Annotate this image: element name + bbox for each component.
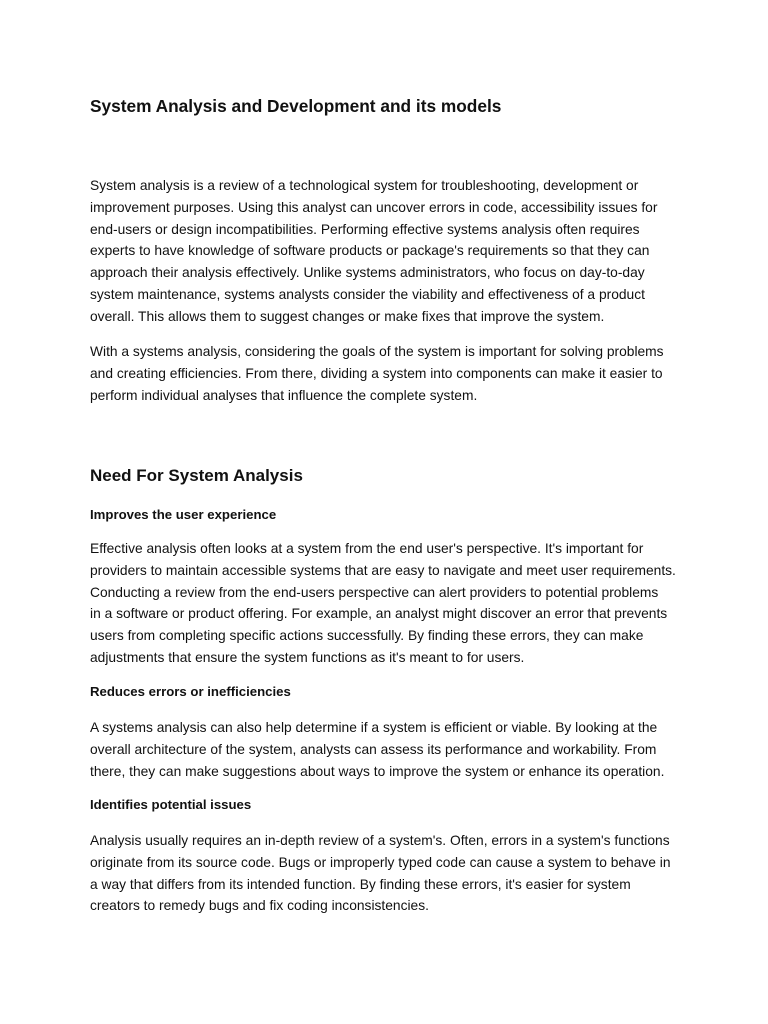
section-heading: Need For System Analysis	[90, 466, 303, 485]
paragraph-line: system maintenance, systems analysts consider the viability and effectiveness of a product	[90, 286, 645, 302]
paragraph-line: a way that differs from its intended function. By finding these errors, it's easier for system	[90, 876, 631, 892]
paragraph-line: perform individual analyses that influence the complete system.	[90, 387, 478, 403]
paragraph-line: creators to remedy bugs and fix coding inconsistencies.	[90, 898, 429, 914]
paragraph-line: providers to maintain accessible systems that are easy to navigate and meet user requirements.	[90, 562, 676, 578]
subsection-paragraph	[90, 830, 671, 917]
paragraph-line: users from completing specific actions successfully. By finding these errors, they can make	[90, 628, 644, 644]
subsection-heading: Improves the user experience	[90, 507, 277, 522]
paragraph-line: adjustments that ensure the system functions as it's meant to for users.	[90, 649, 525, 665]
paragraph-line: experts to have knowledge of software products or package's requirements so that they can	[90, 243, 650, 259]
paragraph-line: overall architecture of the system, analysts can assess its performance and workability. From	[90, 741, 657, 757]
paragraph-line: there, they can make suggestions about ways to improve the system or enhance its operation.	[90, 763, 665, 779]
subsection-paragraph	[90, 717, 664, 782]
paragraph-line: approach their analysis effectively. Unlike systems administrators, who focus on day-to-day	[90, 265, 645, 281]
document-title: System Analysis and Development and its models	[90, 96, 502, 116]
paragraph-line: Conducting a review from the end-users perspective can alert providers to potential problems	[90, 584, 659, 600]
paragraph-line: overall. This allows them to suggest changes or make fixes that improve the system.	[90, 308, 605, 324]
paragraph-line: originate from its source code. Bugs or improperly typed code can cause a system to behave in	[90, 854, 671, 870]
subsection-paragraph	[90, 538, 676, 669]
paragraph-line: improvement purposes. Using this analyst can uncover errors in code, accessibility issues for	[90, 199, 658, 215]
paragraph-line: A systems analysis can also help determine if a system is efficient or viable. By looking at the	[90, 720, 658, 735]
paragraph-line: end-users or design incompatibilities. Performing effective systems analysis often requires	[90, 221, 640, 237]
paragraph-line: System analysis is a review of a technological system for troubleshooting, development or	[90, 178, 639, 193]
paragraph-line: Analysis usually requires an in-depth review of a system's. Often, errors in a system's functions	[90, 833, 670, 848]
paragraph-line: Effective analysis often looks at a system from the end user's perspective. It's important for	[90, 541, 644, 556]
intro-paragraph	[90, 341, 664, 406]
paragraph-line: and creating efficiencies. From there, dividing a system into components can make it easier to	[90, 365, 663, 381]
intro-paragraph	[90, 175, 657, 328]
subsection-heading: Identifies potential issues	[90, 797, 252, 812]
paragraph-line: With a systems analysis, considering the goals of the system is important for solving problems	[90, 344, 664, 359]
subsection-heading: Reduces errors or inefficiencies	[90, 684, 291, 699]
paragraph-line: in a software or product offering. For example, an analyst might discover an error that prevents	[90, 606, 668, 622]
